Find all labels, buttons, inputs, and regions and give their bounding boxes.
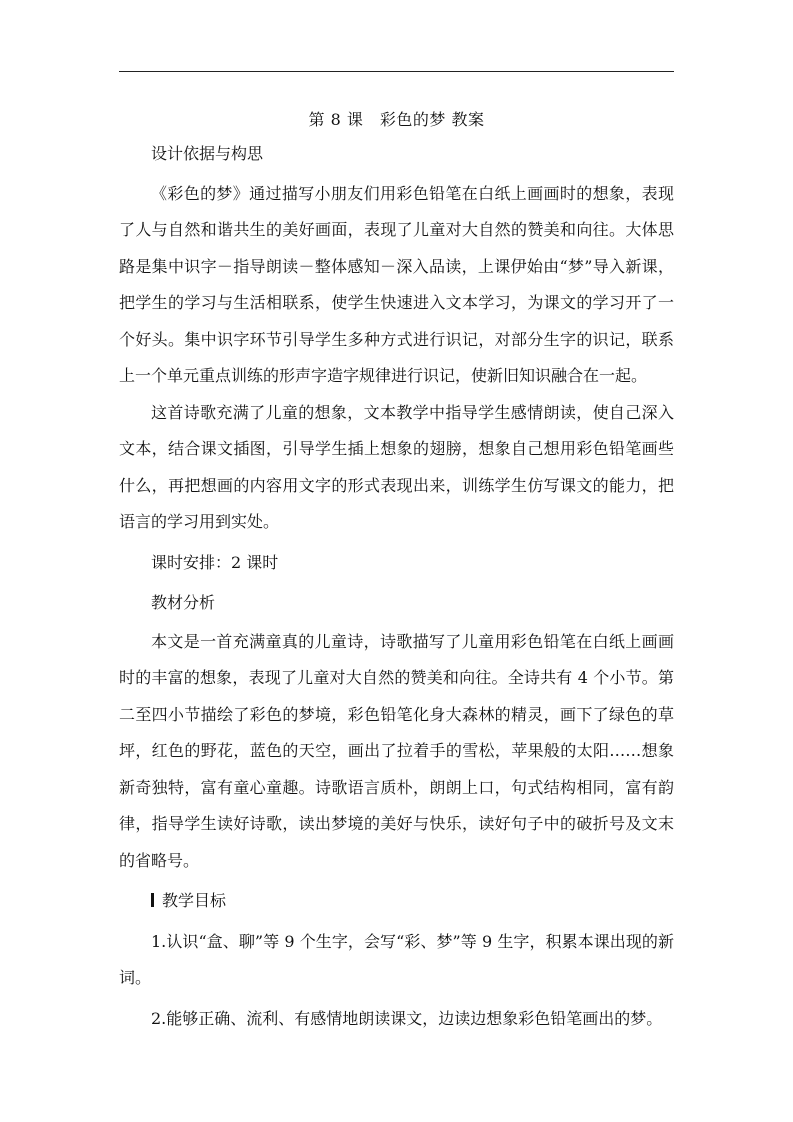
heading-marker-icon xyxy=(151,893,154,907)
section-heading-goals xyxy=(119,883,674,920)
section-heading-analysis: 教材分析 xyxy=(151,593,216,612)
schedule-line: 课时安排：2 课时 xyxy=(151,552,279,572)
paragraph-design-1: 《彩色的梦》通过描写小朋友们用彩色铅笔在白纸上画画时的想象，表现了人与自然和谐共生的美好画面，表现了儿童对大自然的赞美和向往。大体思路是集中识字－指导朗读－整体感知－深入品读，上课伊始由“梦”导入新课，把学生的学习与生活相联系，使学生快速进入文本学习，为课文的学习开了一个好头。集中识字环节引导学生多种方式进行识记，对部分生字的识记，联系上一个单元重点训练的形声字造字规律进行识记，使新旧知识融合在一起。 xyxy=(119,183,674,385)
section-heading-design: 设计依据与构思 xyxy=(151,144,264,163)
page-title: 第 8 课 彩色的梦 教案 xyxy=(308,110,485,129)
paragraph-design-2: 这首诗歌充满了儿童的想象，文本教学中指导学生感情朗读，使自己深入文本，结合课文插图，引导学生插上想象的翅膀，想象自己想用彩色铅笔画些什么，再把想画的内容用文字的形式表现出来，训练学生仿写课文的能力，把语言的学习用到实处。 xyxy=(119,402,674,531)
goals-heading-label: 教学目标 xyxy=(162,891,227,910)
goal-item-1: 1.认识“盒、聊”等 9 个生字，会写“彩、梦”等 9 生字，积累本课出现的新词。 xyxy=(119,931,674,987)
document-body xyxy=(119,104,674,1037)
header-rule xyxy=(119,71,674,72)
goal-item-2: 2.能够正确、流利、有感情地朗读课文，边读边想象彩色铅笔画出的梦。 xyxy=(151,1008,663,1028)
paragraph-analysis-1: 本文是一首充满童真的儿童诗，诗歌描写了儿童用彩色铅笔在白纸上画画时的丰富的想象，表现了儿童对大自然的赞美和向往。全诗共有 4 个小节。第二至四小节描绘了彩色的梦境，彩色铅笔化身大森林的精灵，画下了绿色的草坪，红色的野花，蓝色的天空，画出了拉着手的雪松，苹果般的太阳……想象新奇独特，富有童心童趣。诗歌语言质朴，朗朗上口，句式结构相同，富有韵律，指导学生读好诗歌，读出梦境的美好与快乐，读好句子中的破折号及文末的省略号。 xyxy=(119,631,674,870)
